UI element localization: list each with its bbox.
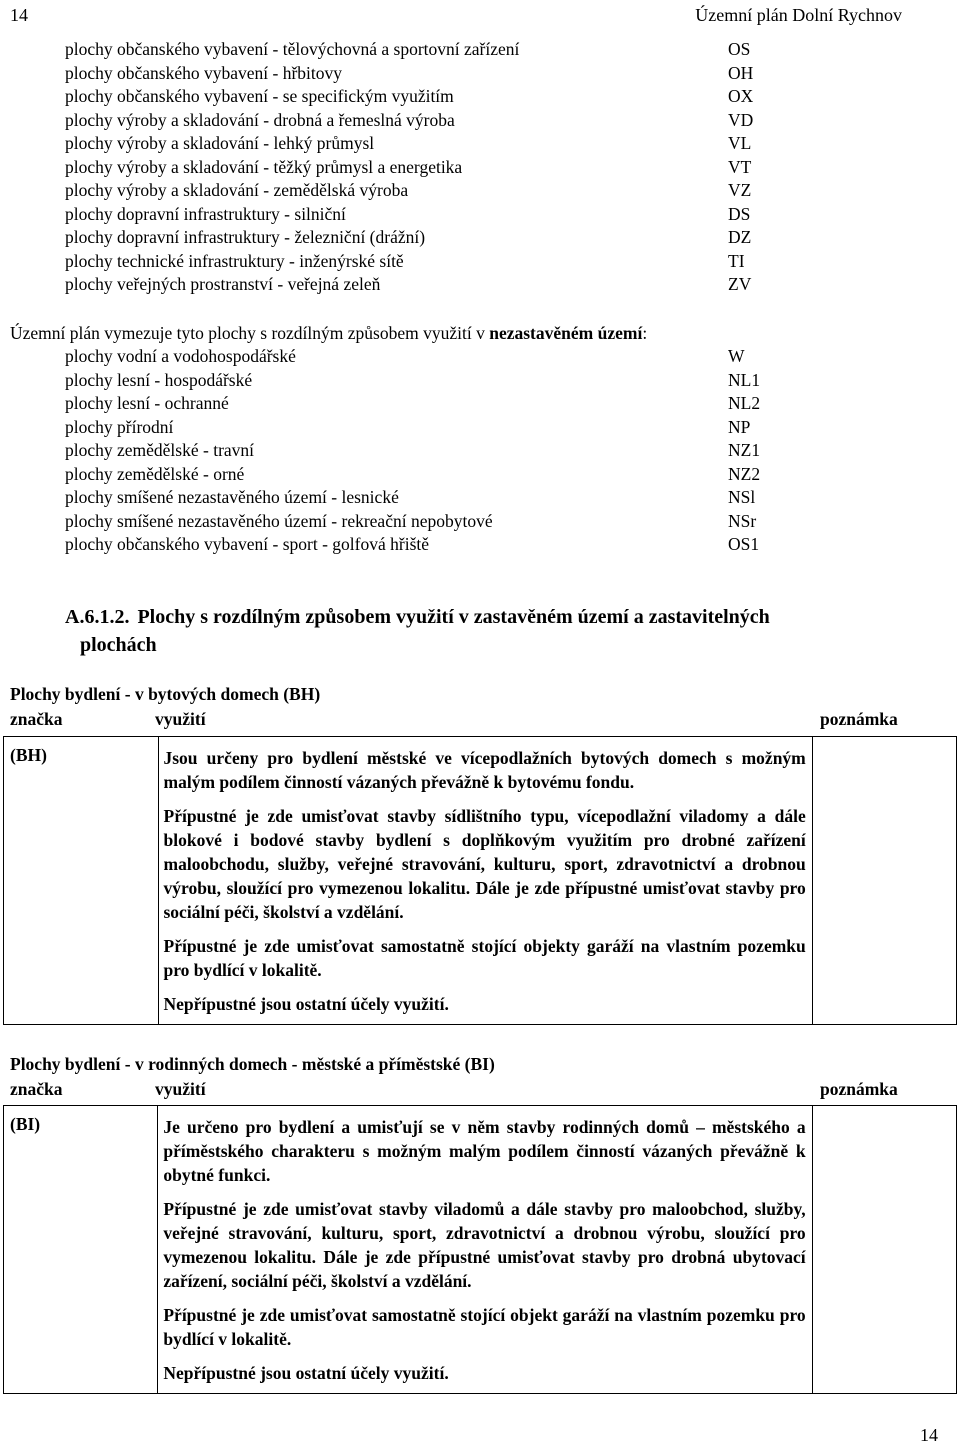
- land-use-code: NP: [728, 416, 751, 437]
- table-cell-note: [812, 1106, 956, 1394]
- rule-paragraph: Přípustné je zde umisťovat samostatně stojící objekt garáží na vlastním pozemku pro bydlící v lokalitě.: [163, 1305, 806, 1349]
- footer-page-number: 14: [920, 1425, 938, 1445]
- table-title: Plochy bydlení - v rodinných domech - městské a příměstské (BI): [10, 1054, 495, 1074]
- section-number: A.6.1.2.: [65, 606, 130, 628]
- header-page-number: 14: [10, 5, 28, 25]
- land-use-label: plochy lesní - hospodářské: [65, 369, 253, 390]
- land-use-label: plochy smíšené nezastavěného území - rekreační nepobytové: [65, 510, 493, 531]
- table-cell-code: (BH): [4, 737, 159, 1025]
- land-use-code: W: [728, 346, 745, 366]
- table-title: Plochy bydlení - v bytových domech (BH): [10, 684, 321, 704]
- list-item: [65, 486, 765, 510]
- list-item: [65, 273, 765, 297]
- rule-paragraph: Přípustné je zde umisťovat stavby sídlištního typu, vícepodlažní viladomy a dále blokové i bodové stavby bydlení s doplňkovým využitím pro drobné zařízení maloobchodu, služby, veřejné stravování, kulturu, sport, zdravotnictví a drobnou výrobu, sloužící pro vymezenou lokalitu. Dále je zde přípustné umisťovat stavby pro sociální péči, školství a vzdělání.: [163, 806, 806, 922]
- list-item: [65, 226, 765, 250]
- intro-text-before: Územní plán vymezuje tyto plochy s rozdílným způsobem využití v: [10, 323, 490, 343]
- list-item: [65, 463, 765, 487]
- land-use-code: OX: [728, 86, 754, 106]
- land-use-code: TI: [728, 250, 745, 271]
- land-use-label: plochy zemědělské - orné: [65, 463, 245, 484]
- list-item: [65, 510, 765, 534]
- column-header-code: značka: [10, 1079, 63, 1099]
- rule-paragraph: Nepřípustné jsou ostatní účely využití.: [163, 1363, 449, 1383]
- built-up-land-use-list: [65, 38, 765, 297]
- land-use-code: NL2: [728, 393, 761, 413]
- land-use-code: NL1: [728, 369, 761, 390]
- column-header-note: poznámka: [820, 1079, 898, 1099]
- section-title-line2: plochách: [80, 634, 157, 656]
- land-use-code: DZ: [728, 227, 752, 247]
- table-row: [4, 1106, 957, 1394]
- land-use-code: NZ2: [728, 463, 761, 484]
- land-use-label: plochy dopravní infrastruktury - silniční: [65, 203, 346, 224]
- list-item: [65, 179, 765, 203]
- land-use-code: DS: [728, 203, 751, 224]
- header-document-title: Územní plán Dolní Rychnov: [695, 5, 902, 25]
- rule-paragraph: Je určeno pro bydlení a umisťují se v něm stavby rodinných domů – městského a příměstského charakteru s možným malým podílem činností vázaných převážně k obytné funkci.: [163, 1117, 806, 1185]
- land-use-code: VL: [728, 133, 752, 153]
- land-use-code: VD: [728, 109, 754, 130]
- table-cell-use: [158, 737, 812, 1025]
- land-use-label: plochy výroby a skladování - těžký průmysl a energetika: [65, 156, 463, 177]
- land-use-code: OS: [728, 39, 751, 59]
- land-use-table-bh: [3, 736, 957, 1025]
- land-use-code: VZ: [728, 180, 752, 200]
- intro-text-bold: nezastavěném území: [489, 323, 643, 343]
- list-item: [65, 439, 765, 463]
- table-cell-code: (BI): [4, 1106, 158, 1394]
- intro-text-after: :: [642, 323, 648, 343]
- land-use-label: plochy technické infrastruktury - inženýrské sítě: [65, 250, 404, 271]
- list-item: [65, 38, 765, 62]
- table-cell-note: [812, 737, 956, 1025]
- list-item: [65, 392, 765, 416]
- land-use-table-bi: [3, 1105, 957, 1394]
- list-item: [65, 369, 765, 393]
- land-use-label: plochy veřejných prostranství - veřejná zeleň: [65, 274, 381, 294]
- land-use-code: NSr: [728, 510, 757, 531]
- land-use-label: plochy výroby a skladování - zemědělská výroba: [65, 180, 409, 200]
- land-use-label: plochy lesní - ochranné: [65, 393, 229, 413]
- list-item: [65, 533, 765, 557]
- unbuilt-intro: [10, 321, 647, 345]
- land-use-label: plochy vodní a vodohospodářské: [65, 346, 296, 366]
- land-use-label: plochy dopravní infrastruktury - železniční (drážní): [65, 227, 426, 247]
- rule-paragraph: Přípustné je zde umisťovat samostatně stojící objekty garáží na vlastním pozemku pro bydlící v lokalitě.: [163, 936, 806, 980]
- list-item: [65, 203, 765, 227]
- land-use-code: OS1: [728, 534, 760, 554]
- land-use-label: plochy občanského vybavení - sport - golfová hřiště: [65, 534, 430, 554]
- land-use-code: OH: [728, 62, 754, 83]
- land-use-code: ZV: [728, 274, 752, 294]
- land-use-label: plochy občanského vybavení - se specifickým využitím: [65, 86, 454, 106]
- land-use-label: plochy výroby a skladování - drobná a řemeslná výroba: [65, 109, 455, 130]
- column-header-code: značka: [10, 709, 63, 729]
- list-item: [65, 416, 765, 440]
- land-use-label: plochy občanského vybavení - hřbitovy: [65, 62, 343, 83]
- land-use-label: plochy zemědělské - travní: [65, 440, 255, 460]
- column-header-note: poznámka: [820, 709, 898, 729]
- land-use-code: NSl: [728, 487, 756, 507]
- list-item: [65, 156, 765, 180]
- list-item: [65, 250, 765, 274]
- rule-paragraph: Nepřípustné jsou ostatní účely využití.: [163, 994, 449, 1014]
- land-use-label: plochy občanského vybavení - tělovýchovná a sportovní zařízení: [65, 39, 520, 59]
- section-heading: [65, 603, 945, 659]
- list-item: [65, 345, 765, 369]
- rule-paragraph: Jsou určeny pro bydlení městské ve vícepodlažních bytových domech s možným malým podílem činností vázaných převážně k bytovému fondu.: [163, 748, 806, 792]
- list-item: [65, 132, 765, 156]
- land-use-code: NZ1: [728, 440, 761, 460]
- column-header-use: využití: [155, 709, 206, 729]
- list-item: [65, 109, 765, 133]
- land-use-label: plochy přírodní: [65, 416, 174, 437]
- list-item: [65, 62, 765, 86]
- section-title-line1: Plochy s rozdílným způsobem využití v zastavěném území a zastavitelných: [137, 606, 770, 628]
- land-use-label: plochy smíšené nezastavěného území - lesnické: [65, 487, 399, 507]
- table-row: [4, 737, 957, 1025]
- column-header-use: využití: [155, 1079, 206, 1099]
- land-use-code: VT: [728, 156, 752, 177]
- land-use-label: plochy výroby a skladování - lehký průmysl: [65, 133, 375, 153]
- list-item: [65, 85, 765, 109]
- rule-paragraph: Přípustné je zde umisťovat stavby viladomů a dále stavby pro maloobchod, služby, veřejné stravování, kulturu, sport, zdravotnictví a drobnou výrobu, sloužící pro vymezenou lokalitu. Dále je zde přípustné umisťovat stavby pro drobná ubytovací zařízení, sociální péči, školství a vzdělání.: [163, 1199, 806, 1291]
- table-cell-use: [158, 1106, 812, 1394]
- unbuilt-land-use-list: [65, 345, 765, 557]
